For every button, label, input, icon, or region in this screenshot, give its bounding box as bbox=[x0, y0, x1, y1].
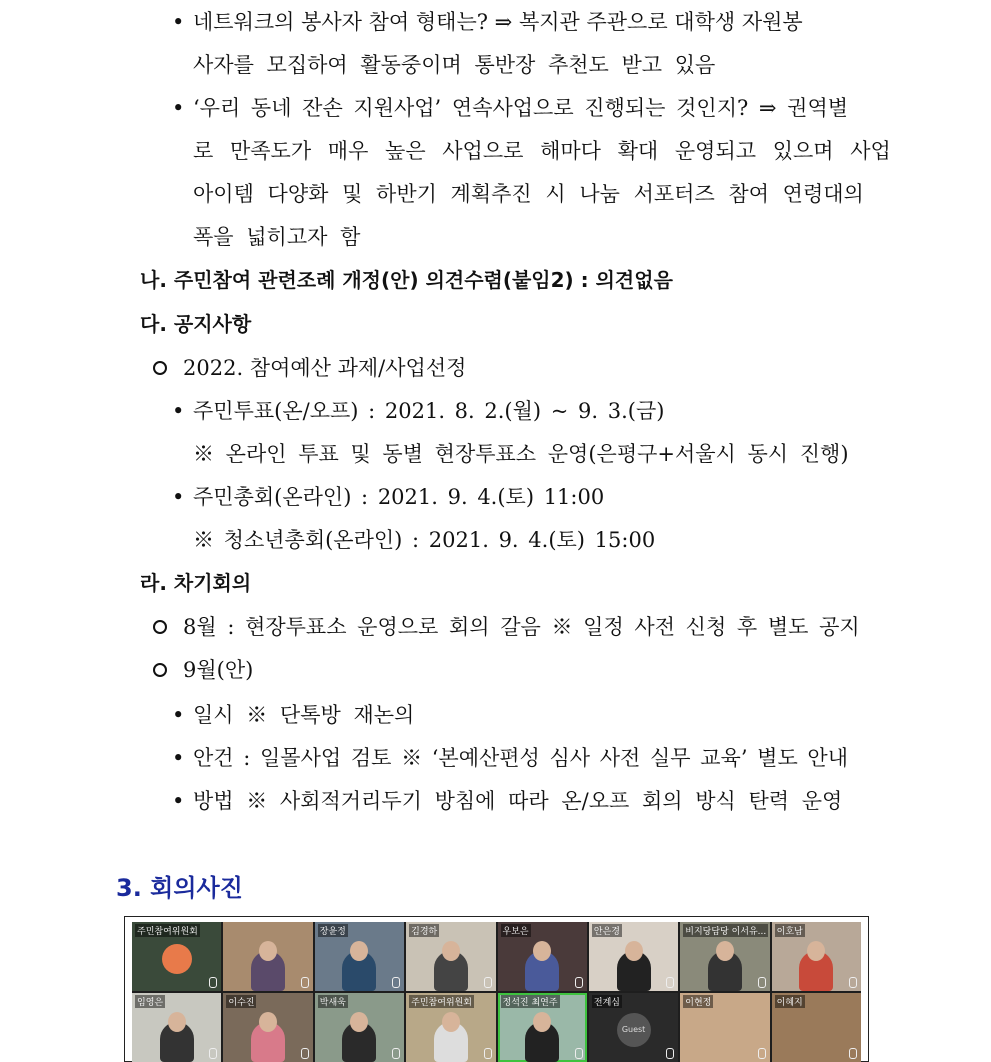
video-tile bbox=[406, 993, 495, 1062]
participant-name: 임영은 bbox=[135, 995, 165, 1008]
participant-name: 비지당담당 이서유... bbox=[683, 924, 768, 937]
subsection-heading: 나. 주민참여 관련조례 개정(안) 의견수렴(붙임2) : 의견없음 bbox=[140, 268, 673, 292]
bullet-marker: • bbox=[172, 399, 185, 423]
mic-muted-icon bbox=[484, 977, 492, 988]
mic-muted-icon bbox=[666, 1048, 674, 1059]
participant-name: 장윤정 bbox=[318, 924, 348, 937]
text-line: 8월 : 현장투표소 운영으로 회의 갈음 ※ 일정 사전 신청 후 별도 공지 bbox=[183, 615, 860, 639]
text-line: 주민총회(온라인) : 2021. 9. 4.(토) 11:00 bbox=[193, 485, 605, 509]
mic-muted-icon bbox=[484, 1048, 492, 1059]
participant-name: 안은경 bbox=[592, 924, 622, 937]
mic-muted-icon bbox=[758, 977, 766, 988]
participant-name: 이현정 bbox=[683, 995, 713, 1008]
video-tile bbox=[406, 922, 495, 991]
bullet-marker: • bbox=[172, 746, 185, 770]
meeting-photo bbox=[124, 916, 869, 1062]
bullet-marker: • bbox=[172, 485, 185, 509]
mic-muted-icon bbox=[301, 1048, 309, 1059]
circle-bullet bbox=[153, 663, 167, 677]
bullet-marker: • bbox=[172, 10, 185, 34]
video-tile bbox=[680, 922, 769, 991]
mic-muted-icon bbox=[575, 977, 583, 988]
video-tile bbox=[223, 993, 312, 1062]
video-tile bbox=[772, 922, 861, 991]
text-line: ‘우리 동네 잔손 지원사업’ 연속사업으로 진행되는 것인지? ⇒ 권역별 bbox=[193, 96, 849, 120]
video-tile bbox=[132, 922, 221, 991]
text-line: 9월(안) bbox=[183, 658, 254, 682]
video-tile bbox=[315, 993, 404, 1062]
mic-muted-icon bbox=[666, 977, 674, 988]
mic-muted-icon bbox=[392, 1048, 400, 1059]
video-grid bbox=[132, 922, 861, 1062]
text-line: 폭을 넓히고자 함 bbox=[193, 225, 361, 249]
text-line: 주민투표(온/오프) : 2021. 8. 2.(월) ~ 9. 3.(금) bbox=[193, 399, 665, 423]
mic-muted-icon bbox=[392, 977, 400, 988]
participant-name: 박새욱 bbox=[318, 995, 348, 1008]
bullet-marker: • bbox=[172, 96, 185, 120]
text-line: 2022. 참여예산 과제/사업선정 bbox=[183, 356, 467, 380]
video-tile bbox=[589, 993, 678, 1062]
text-line: 일시 ※ 단톡방 재논의 bbox=[193, 703, 415, 727]
participant-name: 김경하 bbox=[409, 924, 439, 937]
subsection-heading: 다. 공지사항 bbox=[140, 312, 252, 336]
participant-name: 주민참여위원회 bbox=[135, 924, 200, 937]
video-tile bbox=[315, 922, 404, 991]
text-line: 네트워크의 봉사자 참여 형태는? ⇒ 복지관 주관으로 대학생 자원봉 bbox=[193, 10, 803, 34]
note-line: ※ 온라인 투표 및 동별 현장투표소 운영(은평구+서울시 동시 진행) bbox=[193, 442, 849, 466]
video-tile bbox=[223, 922, 312, 991]
subsection-heading: 라. 차기회의 bbox=[140, 571, 252, 595]
text-line: 아이템 다양화 및 하반기 계획추진 시 나눔 서포터즈 참여 연령대의 bbox=[193, 182, 864, 206]
mic-muted-icon bbox=[301, 977, 309, 988]
text-line: 안건 : 일몰사업 검토 ※ ‘본예산편성 심사 사전 실무 교육’ 별도 안내 bbox=[193, 746, 849, 770]
avatar bbox=[162, 944, 192, 974]
mic-muted-icon bbox=[758, 1048, 766, 1059]
text-line: 사자를 모집하여 활동중이며 통반장 추천도 받고 있음 bbox=[193, 53, 716, 77]
bullet-marker: • bbox=[172, 789, 185, 813]
participant-name: 전계심 bbox=[592, 995, 622, 1008]
video-tile bbox=[498, 922, 587, 991]
mic-muted-icon bbox=[849, 1048, 857, 1059]
mic-muted-icon bbox=[209, 1048, 217, 1059]
video-tile bbox=[680, 993, 769, 1062]
video-tile bbox=[498, 993, 587, 1062]
circle-bullet bbox=[153, 620, 167, 634]
participant-name: 정석진 최연주 bbox=[501, 995, 560, 1008]
mic-muted-icon bbox=[849, 977, 857, 988]
video-tile bbox=[132, 993, 221, 1062]
participant-name: 이수진 bbox=[226, 995, 256, 1008]
mic-muted-icon bbox=[575, 1048, 583, 1059]
video-tile bbox=[772, 993, 861, 1062]
participant-name: 이혜지 bbox=[775, 995, 805, 1008]
participant-name: 우보은 bbox=[501, 924, 531, 937]
section-title: 3. 회의사진 bbox=[116, 874, 243, 902]
circle-bullet bbox=[153, 361, 167, 375]
video-tile bbox=[589, 922, 678, 991]
participant-name: 이호남 bbox=[775, 924, 805, 937]
participant-name: 주민참여위원회 bbox=[409, 995, 474, 1008]
mic-muted-icon bbox=[209, 977, 217, 988]
bullet-marker: • bbox=[172, 703, 185, 727]
note-line: ※ 청소년총회(온라인) : 2021. 9. 4.(토) 15:00 bbox=[193, 528, 656, 552]
guest-avatar: Guest bbox=[617, 1013, 651, 1047]
text-line: 로 만족도가 매우 높은 사업으로 해마다 확대 운영되고 있으며 사업 bbox=[193, 139, 891, 163]
text-line: 방법 ※ 사회적거리두기 방침에 따라 온/오프 회의 방식 탄력 운영 bbox=[193, 789, 843, 813]
